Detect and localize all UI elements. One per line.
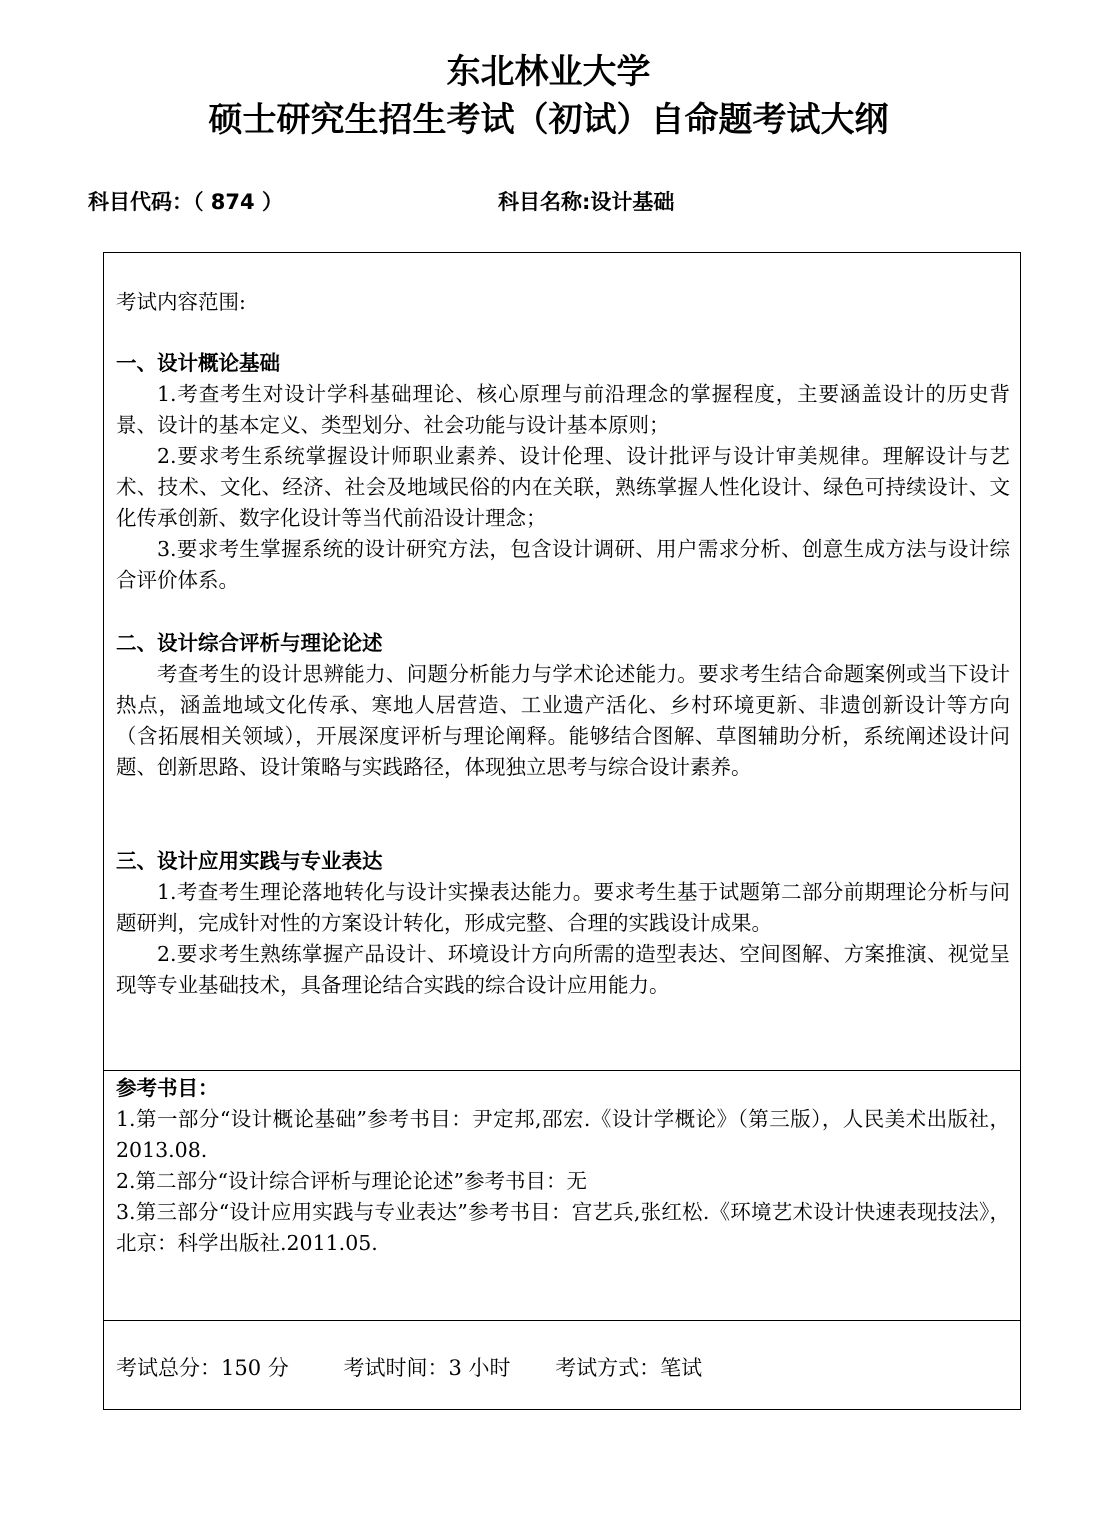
exam-total-score: 考试总分：150 分 bbox=[116, 1356, 289, 1380]
references-list bbox=[116, 1073, 1010, 1259]
university-name: 东北林业大学 bbox=[446, 52, 651, 92]
section-paragraph: 2.要求考生熟练掌握产品设计、环境设计方向所需的造型表达、空间图解、方案推演、视觉呈现等专业基础技术，具备理论结合实践的综合设计应用能力。 bbox=[116, 942, 1010, 997]
section-2 bbox=[116, 628, 1010, 783]
section-heading: 二、设计综合评析与理论论述 bbox=[116, 631, 383, 655]
document-title: 硕士研究生招生考试（初试）自命题考试大纲 bbox=[208, 100, 889, 140]
scope-label: 考试内容范围: bbox=[116, 290, 246, 314]
exam-duration: 考试时间：3 小时 bbox=[343, 1356, 511, 1380]
exam-info-row bbox=[116, 1353, 702, 1384]
section-paragraph: 2.要求考生系统掌握设计师职业素养、设计伦理、设计批评与设计审美规律。理解设计与艺术、技术、文化、经济、社会及地域民俗的内在关联，熟练掌握人性化设计、绿色可持续设计、文化传承创新、数字化设计等当代前沿设计理念； bbox=[116, 444, 1010, 530]
reference-item: 1.第一部分“设计概论基础”参考书目：尹定邦,邵宏.《设计学概论》（第三版），人民美术出版社，2013.08. bbox=[116, 1107, 1010, 1162]
content-scope-cell bbox=[104, 253, 1020, 1071]
section-heading: 一、设计概论基础 bbox=[116, 351, 280, 375]
exam-method: 考试方式：笔试 bbox=[555, 1356, 703, 1380]
subject-code: 科目代码：（ 874 ） bbox=[88, 190, 283, 214]
section-3 bbox=[116, 846, 1010, 1001]
subject-name: 科目名称:设计基础 bbox=[498, 190, 675, 214]
references-cell bbox=[104, 1071, 1020, 1321]
reference-item: 2.第二部分“设计综合评析与理论论述”参考书目：无 bbox=[116, 1169, 588, 1193]
subject-info-row bbox=[88, 182, 1028, 222]
section-paragraph: 考查考生的设计思辨能力、问题分析能力与学术论述能力。要求考生结合命题案例或当下设计热点，涵盖地域文化传承、寒地人居营造、工业遗产活化、乡村环境更新、非遗创新设计等方向（含拓展相关领域），开展深度评析与理论阐释。能够结合图解、草图辅助分析，系统阐述设计问题、创新思路、设计策略与实践路径，体现独立思考与综合设计素养。 bbox=[116, 662, 1010, 779]
section-paragraph: 1.考查考生理论落地转化与设计实操表达能力。要求考生基于试题第二部分前期理论分析与问题研判，完成针对性的方案设计转化，形成完整、合理的实践设计成果。 bbox=[116, 880, 1010, 935]
section-1 bbox=[116, 348, 1010, 596]
reference-item: 3.第三部分“设计应用实践与专业表达”参考书目：宫艺兵,张红松.《环境艺术设计快速表现技法》，北京：科学出版社.2011.05. bbox=[116, 1200, 1010, 1255]
outline-table bbox=[103, 252, 1021, 1410]
section-paragraph: 3.要求考生掌握系统的设计研究方法，包含设计调研、用户需求分析、创意生成方法与设计综合评价体系。 bbox=[116, 537, 1010, 592]
exam-info-cell bbox=[104, 1321, 1020, 1409]
references-heading: 参考书目： bbox=[116, 1076, 219, 1100]
section-heading: 三、设计应用实践与专业表达 bbox=[116, 849, 383, 873]
section-paragraph: 1.考查考生对设计学科基础理论、核心原理与前沿理念的掌握程度，主要涵盖设计的历史背景、设计的基本定义、类型划分、社会功能与设计基本原则； bbox=[116, 382, 1010, 437]
